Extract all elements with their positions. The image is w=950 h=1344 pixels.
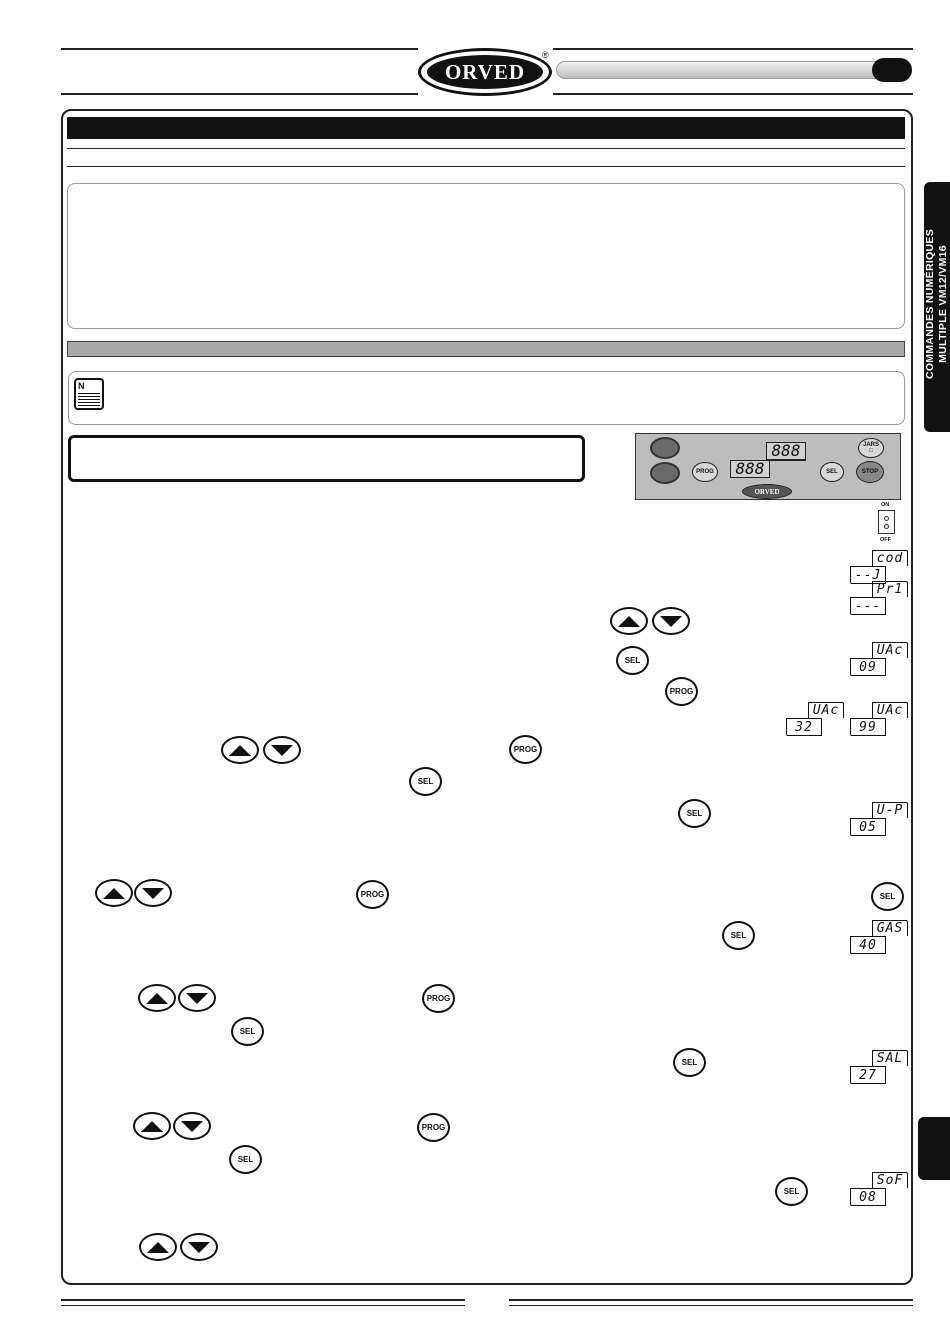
prog-key[interactable]: PROG bbox=[356, 880, 389, 909]
footer-line-left-1 bbox=[61, 1299, 465, 1301]
up-arrow-key[interactable] bbox=[221, 736, 259, 764]
down-arrow-key[interactable] bbox=[180, 1233, 218, 1261]
header-line-left-top bbox=[61, 48, 418, 50]
down-arrow-key[interactable] bbox=[178, 984, 216, 1012]
header-line-right-top bbox=[553, 48, 913, 50]
panel-stop-button[interactable]: STOP bbox=[856, 461, 884, 483]
orved-logo bbox=[418, 48, 552, 96]
panel-display-top: 888 bbox=[766, 442, 806, 460]
header-line-right-bottom bbox=[553, 93, 913, 95]
panel-jars-button[interactable]: JARS □ bbox=[858, 438, 884, 458]
lcd-sof: SoF 08 bbox=[850, 1172, 910, 1208]
up-arrow-key[interactable] bbox=[133, 1112, 171, 1140]
switch-off-label: OFF bbox=[880, 537, 891, 543]
power-switch[interactable] bbox=[878, 510, 895, 534]
text-box bbox=[67, 183, 905, 329]
registered-mark: ® bbox=[542, 50, 549, 60]
panel-display-line bbox=[766, 460, 806, 461]
prog-key[interactable]: PROG bbox=[417, 1113, 450, 1142]
sel-key[interactable]: SEL bbox=[616, 646, 649, 675]
up-arrow-key[interactable] bbox=[95, 879, 133, 907]
lcd-gas: GAS 40 bbox=[850, 920, 910, 956]
down-arrow-key[interactable] bbox=[173, 1112, 211, 1140]
header-line-left-bottom bbox=[61, 93, 418, 95]
switch-on-label: ON bbox=[881, 502, 890, 508]
panel-prog-button[interactable]: PROG bbox=[692, 462, 718, 482]
prog-key[interactable]: PROG bbox=[665, 677, 698, 706]
footer-line-right-2 bbox=[509, 1305, 913, 1306]
panel-display-bottom: 888 bbox=[730, 460, 770, 478]
sel-key[interactable]: SEL bbox=[409, 767, 442, 796]
panel-sel-button[interactable]: SEL bbox=[820, 462, 844, 482]
heading-box bbox=[68, 435, 585, 482]
note-box bbox=[68, 371, 905, 425]
lcd-uac-99: UAc 99 bbox=[850, 702, 910, 738]
header-page-pill bbox=[872, 58, 912, 82]
sel-key[interactable]: SEL bbox=[231, 1017, 264, 1046]
lcd-sal: SAL 27 bbox=[850, 1050, 910, 1086]
lcd-u-p: U-P 05 bbox=[850, 802, 910, 838]
sel-key[interactable]: SEL bbox=[775, 1177, 808, 1206]
down-arrow-key[interactable] bbox=[134, 879, 172, 907]
down-arrow-key[interactable] bbox=[652, 607, 690, 635]
sel-key[interactable]: SEL bbox=[673, 1048, 706, 1077]
footer-line-left-2 bbox=[61, 1305, 465, 1306]
panel-down-button[interactable] bbox=[650, 462, 680, 484]
up-arrow-key[interactable] bbox=[138, 984, 176, 1012]
section-bar bbox=[67, 341, 905, 357]
sel-key[interactable]: SEL bbox=[871, 882, 904, 911]
lcd-pr1: Pr1 --- bbox=[850, 581, 910, 617]
sel-key[interactable]: SEL bbox=[229, 1145, 262, 1174]
footer-line-right-1 bbox=[509, 1299, 913, 1301]
sel-key[interactable]: SEL bbox=[722, 921, 755, 950]
side-tab-section bbox=[918, 1117, 950, 1180]
panel-logo: ORVED bbox=[742, 484, 792, 499]
prog-key[interactable]: PROG bbox=[422, 984, 455, 1013]
lcd-cod: cod --J bbox=[850, 550, 910, 586]
lcd-uac-09: UAc 09 bbox=[850, 642, 910, 678]
logo-text: ORVED bbox=[427, 55, 543, 89]
lcd-uac-32: UAc 32 bbox=[786, 702, 846, 738]
up-arrow-key[interactable] bbox=[139, 1233, 177, 1261]
title-bar bbox=[67, 117, 905, 139]
note-icon: N bbox=[74, 378, 104, 410]
header-bar bbox=[556, 61, 908, 79]
prog-key[interactable]: PROG bbox=[509, 735, 542, 764]
down-arrow-key[interactable] bbox=[263, 736, 301, 764]
rule-2 bbox=[67, 166, 905, 167]
rule-1 bbox=[67, 148, 905, 149]
panel-up-button[interactable] bbox=[650, 437, 680, 459]
up-arrow-key[interactable] bbox=[610, 607, 648, 635]
sel-key[interactable]: SEL bbox=[678, 799, 711, 828]
side-tab-label: COMMANDES NUMÉRIQUES MULTIPLE VM12/VM16 bbox=[924, 228, 949, 380]
